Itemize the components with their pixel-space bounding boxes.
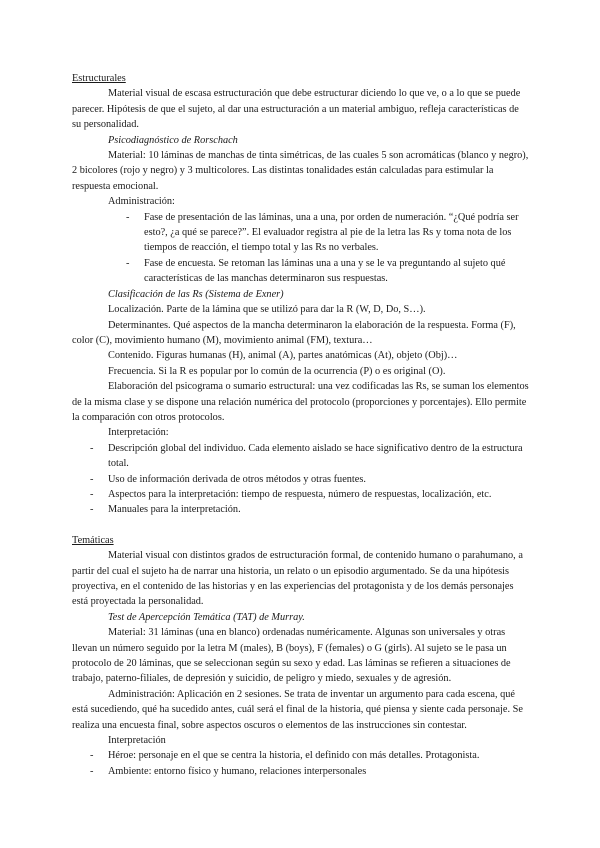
dash-bullet: - xyxy=(90,504,94,516)
dash-bullet: - xyxy=(90,765,94,777)
dash-bullet: - xyxy=(90,473,94,485)
frecuencia-text: Frecuencia. Si la R es popular por lo común de la ocurrencia (P) o es original (O). xyxy=(108,365,446,377)
tat-interpretacion-label: Interpretación xyxy=(108,735,166,747)
list-item: - Manuales para la interpretación. xyxy=(72,502,530,517)
dash-bullet: - xyxy=(90,488,94,500)
administracion-label: Administración: xyxy=(108,196,175,208)
rorschach-material: Material: 10 láminas de manchas de tinta simétricas, de las cuales 5 son acromáticas (blanco y negro), 2 bicolores (rojo y negro) y 3 multicolores. Las distintas tonalidades están calculadas para estimular la respuesta emocional. xyxy=(72,150,529,192)
dash-bullet: - xyxy=(90,750,94,762)
document-body xyxy=(72,71,530,779)
localizacion-text: Localización. Parte de la lámina que se utilizó para dar la R (W, D, Do, S…). xyxy=(108,304,426,316)
list-item: - Descripción global del individuo. Cada elemento aislado se hace significativo dentro de la estructura total. xyxy=(90,442,523,470)
tat-title: Test de Apercepción Temática (TAT) de Murray. xyxy=(108,611,305,623)
administracion-list xyxy=(72,210,530,287)
contenido-text: Contenido. Figuras humanas (H), animal (A), partes anatómicas (At), objeto (Obj)… xyxy=(108,350,458,362)
tat-interpretacion-list xyxy=(72,748,530,779)
dash-bullet: - xyxy=(126,257,130,269)
interpretacion-label: Interpretación: xyxy=(108,427,169,439)
section-spacer xyxy=(72,518,530,533)
section-heading-estructurales: Estructurales xyxy=(72,73,126,84)
list-item: - Fase de encuesta. Se retoman las láminas una a una y se le va preguntando al sujeto qué características de las manchas determinaron sus respuestas. xyxy=(126,257,506,285)
list-item: - Héroe: personaje en el que se centra la historia, el definido con más detalles. Protagonista. xyxy=(72,748,530,763)
tematicas-intro: Material visual con distintos grados de estructuración formal, de contenido humano o parahumano, a partir del cual el sujeto ha de narrar una historia, un relato o un episodio argumentado. Se da una hipótesis proyectiva, en el contenido de las historias y en las experiencias del protagonista y de los demás personajes está proyectada la personalidad. xyxy=(72,550,523,608)
determinantes-text: Determinantes. Qué aspectos de la mancha determinaron la elaboración de la respuesta. Forma (F), color (C), movimiento humano (M), movimiento animal (FM), textura… xyxy=(72,319,516,346)
estructurales-intro: Material visual de escasa estructuración que debe estructurar diciendo lo que ve, o a lo que se puede parecer. Hipótesis de que el sujeto, al dar una estructuración a un material ambiguo, refleja características de su personalidad. xyxy=(72,88,521,131)
list-item: - Fase de presentación de las láminas, una a una, por orden de numeración. “¿Qué podría ser esto?, ¿a qué se parece?”. El evaluador registra al pie de la letra las Rs y toma nota de los tiempos de reacción, el tiempo total y las Rs no verbales. xyxy=(126,211,519,254)
elaboracion-text: Elaboración del psicograma o sumario estructural: una vez codificadas las Rs, se suman los elementos de la misma clase y se dispone una relación numérica del protocolo (proporciones y porcentajes). Ello permite la comparación con otros protocolos. xyxy=(72,381,529,423)
list-item: - Aspectos para la interpretación: tiempo de respuesta, número de respuestas, localización, etc. xyxy=(72,487,530,502)
tat-administracion: Administración: Aplicación en 2 sesiones. Se trata de inventar un argumento para cada escena, qué está sucediendo, qué ha sucedido antes, cuál será el final de la historia, qué piensa y siente cada personaje. Se realiza una encuesta final, sobre aspectos oscuros o elementos de las instrucciones sin contestar. xyxy=(72,688,523,731)
interpretacion-list xyxy=(72,441,530,518)
rorschach-title: Psicodiagnóstico de Rorschach xyxy=(108,134,238,146)
section-heading-tematicas: Temáticas xyxy=(72,534,114,546)
tat-material: Material: 31 láminas (una en blanco) ordenadas numéricamente. Algunas son universales y otras llevan un número seguido por la letra M (males), B (boys), F (females) o G (girls). Al sujeto se le pasa un protocolo de 20 láminas, que se seleccionan según su sexo y edad. Las láminas se refieren a situaciones de trabajo, paterno-filiales, de depresión y suicidio, de peligro y miedo, sexuales y de agresión. xyxy=(72,627,511,685)
list-item: - Ambiente: entorno físico y humano, relaciones interpersonales xyxy=(72,764,530,779)
list-item: - Uso de información derivada de otros métodos y otras fuentes. xyxy=(72,472,530,487)
clasificacion-title: Clasificación de las Rs (Sistema de Exner) xyxy=(108,288,284,300)
dash-bullet: - xyxy=(126,211,130,223)
dash-bullet: - xyxy=(90,442,94,454)
